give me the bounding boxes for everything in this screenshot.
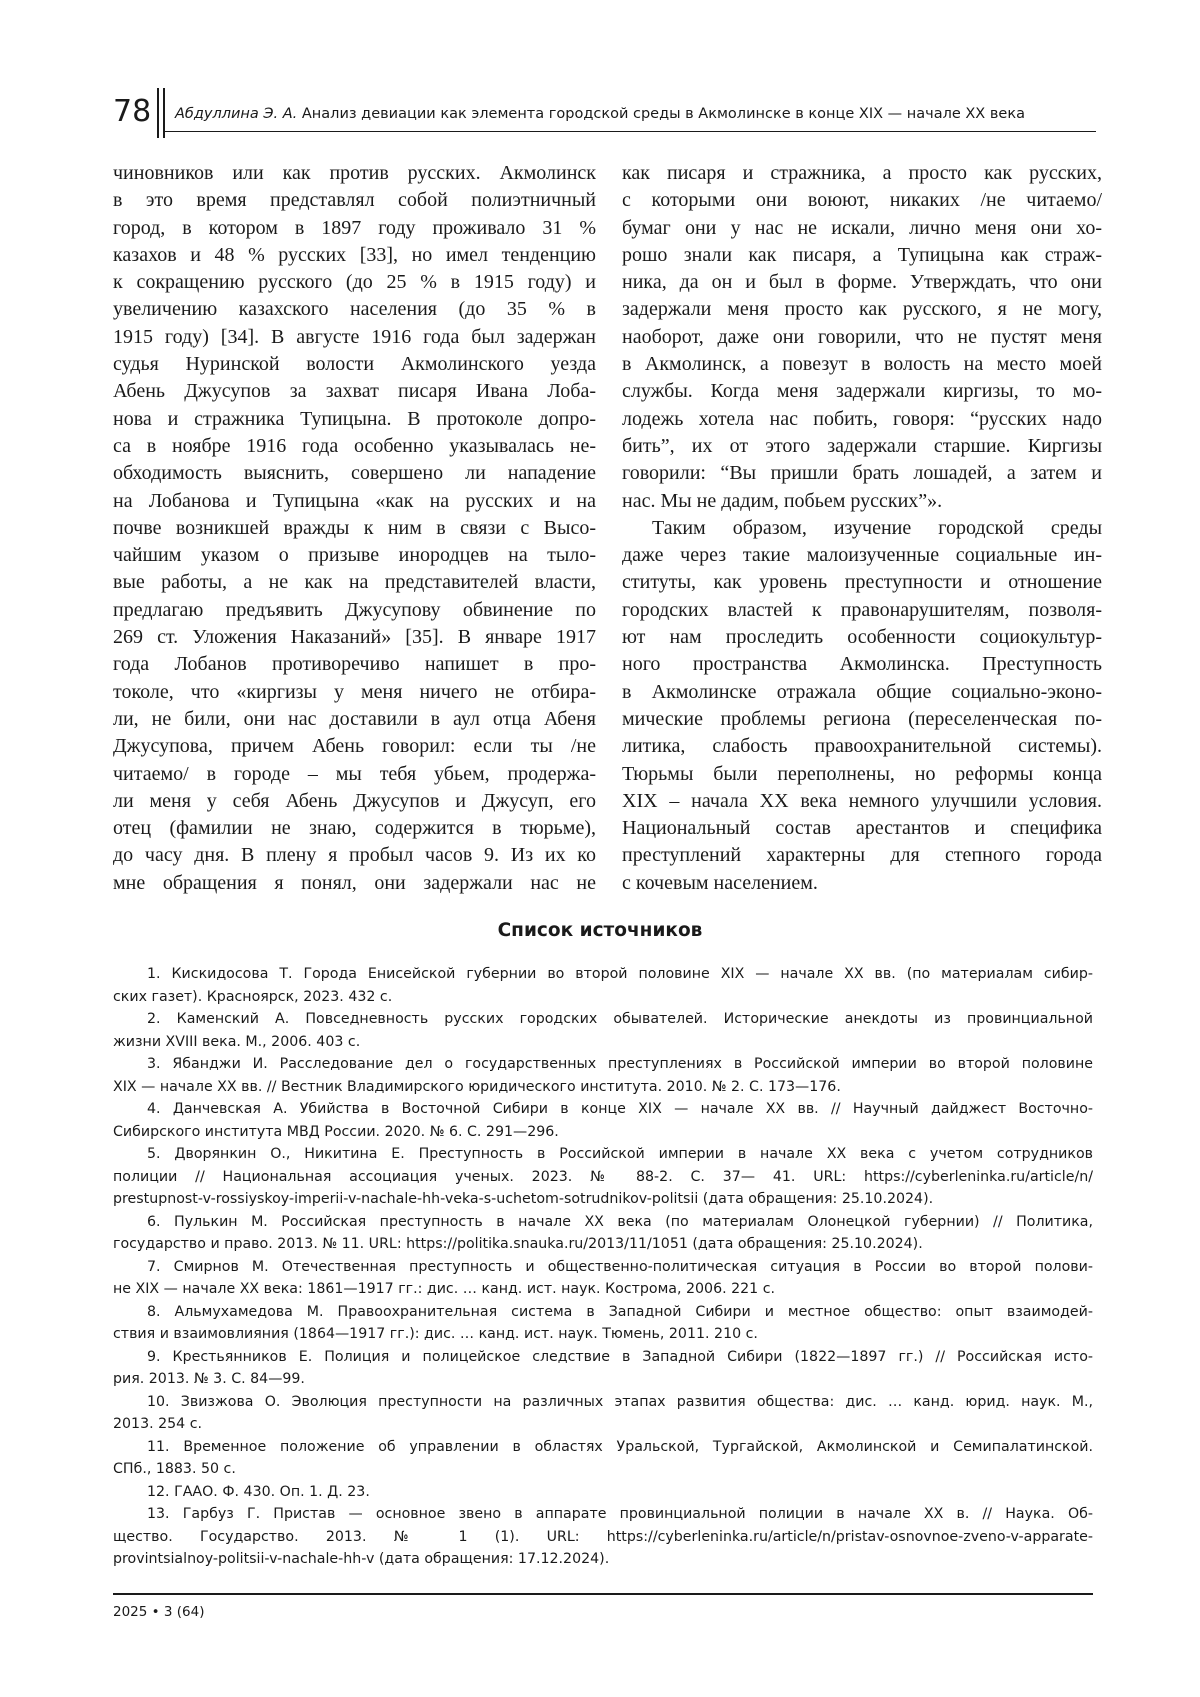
text-line: к сокращению русского (до 25 % в 1915 году) и: [113, 271, 596, 294]
left-column: [113, 160, 596, 897]
right-column: [622, 160, 1102, 897]
footer-rule: [113, 1593, 1093, 1595]
text-line: городских властей к правонарушителям, позволя-: [622, 598, 1102, 621]
reference-line: 2. Каменский А. Повседневность русских городских обывателей. Исторические анекдоты из провинциальной: [147, 1011, 1093, 1027]
text-line: 1915 году) [34]. В августе 1916 года был задержан: [113, 325, 596, 348]
reference-line: жизни XVIII века. М., 2006. 403 с.: [113, 1033, 361, 1050]
references-title: Список источников: [497, 920, 703, 941]
text-line: Тюрьмы были переполнены, но реформы конца: [622, 762, 1102, 785]
header-divider: [157, 88, 159, 138]
text-line: говорили: “Вы пришли брать лошадей, а затем и: [622, 462, 1102, 485]
reference-item: [113, 1391, 1093, 1436]
text-line: са в ноябре 1916 года особенно указывалась не-: [113, 434, 596, 457]
text-line: отец (фамилии не знаю, содержится в тюрьме),: [113, 817, 596, 840]
text-line: ют нам проследить особенности социокультур-: [622, 626, 1102, 649]
text-line: город, в котором в 1897 году проживало 31 %: [113, 216, 596, 239]
text-line: токоле, что «киргизы у меня ничего не отбира-: [113, 680, 596, 703]
reference-line: государство и право. 2013. № 11. URL: https://politika.snauka.ru/2013/11/1051 (дата обращения: 25.10.2024).: [113, 1236, 923, 1252]
running-header: [113, 88, 1093, 138]
text-line: преступлений характерны для степного города: [622, 844, 1102, 867]
header-rule: [163, 131, 1096, 132]
text-line: литика, слабость правоохранительной системы).: [622, 735, 1102, 758]
text-line: наоборот, даже они говорили, что не пустят меня: [622, 325, 1102, 348]
text-line: бумаг они у нас не искали, лично меня они хо-: [622, 216, 1102, 239]
reference-line: 13. Гарбуз Г. Пристав — основное звено в аппарате провинциальной полиции в начале XX в. // Наука. Об-: [147, 1506, 1093, 1522]
reference-item: [113, 1211, 1093, 1256]
reference-item: [113, 1436, 1093, 1481]
reference-line: ствия и взаимовлияния (1864—1917 гг.): дис. … канд. ист. наук. Тюмень, 2011. 210 с.: [113, 1326, 758, 1342]
text-line: с которыми они воюют, никаких /не читаемо/: [622, 189, 1102, 212]
text-line: обходимость выяснить, совершено ли нападение: [113, 462, 596, 485]
text-line: Абень Джусупов за захват писаря Ивана Лоба-: [113, 380, 596, 403]
text-line: ли, не били, они нас доставили в аул отца Абеня: [113, 707, 596, 730]
reference-line: XIX — начале XX вв. // Вестник Владимирского юридического института. 2010. № 2. С. 173—176.: [113, 1078, 841, 1095]
reference-line: СПб., 1883. 50 с.: [113, 1461, 236, 1477]
reference-line: 6. Пулькин М. Российская преступность в начале XX века (по материалам Олонецкой губернии) // Политика,: [147, 1213, 1093, 1230]
text-line: 269 ст. Уложения Наказаний» [35]. В январе 1917: [113, 626, 596, 649]
text-line: чиновников или как против русских. Акмолинск: [113, 162, 596, 184]
reference-line: не XIX — начале XX века: 1861—1917 гг.: дис. … канд. ист. наук. Кострома, 2006. 221 с.: [113, 1281, 776, 1297]
reference-item: [113, 1143, 1093, 1211]
reference-line: 2013. 254 с.: [113, 1416, 203, 1432]
reference-line: 5. Дворянкин О., Никитина Е. Преступность в Российской империи в начале XX века с учетом сотрудников: [147, 1146, 1093, 1162]
text-line: ституты, как уровень преступности и отношение: [622, 571, 1102, 594]
reference-line: 7. Смирнов М. Отечественная преступность и общественно-политическая ситуация в России во второй полови-: [147, 1258, 1093, 1275]
text-line: ника, да он и был в форме. Утверждать, что они: [622, 271, 1102, 294]
header-author: Абдуллина Э. А.: [175, 106, 298, 122]
text-line: увеличению казахского населения (до 35 % в: [113, 298, 596, 321]
text-line: Джусупова, причем Абень говорил: если ты /не: [113, 735, 596, 758]
reference-line: 3. Ябанджи И. Расследование дел о государственных преступлениях в Российской империи во второй половине: [147, 1056, 1093, 1072]
reference-item: [113, 1301, 1093, 1346]
text-line: в Акмолинск, а повезут в волость на место моей: [622, 353, 1102, 376]
body-paragraph: [113, 160, 596, 897]
reference-line: prestupnost-v-rossiyskoy-imperii-v-nachale-hh-veka-s-uchetom-sotrudnikov-politsii (дата обращения: 25.10.2024).: [113, 1191, 934, 1207]
text-line: мические проблемы региона (переселенческая по-: [622, 707, 1102, 730]
text-line: бить”, их от этого задержали старшие. Киргизы: [622, 434, 1102, 457]
text-line: задержали меня просто как русского, я не могу,: [622, 298, 1102, 321]
text-line: мне обращения я понял, они задержали нас не: [113, 871, 596, 894]
text-line: Национальный состав арестантов и специфика: [622, 817, 1102, 840]
text-line: предлагаю предъявить Джусупову обвинение по: [113, 598, 596, 621]
text-line: нас. Мы не дадим, побьем русских”».: [622, 489, 943, 512]
reference-line: 9. Крестьянников Е. Полиция и полицейское следствие в Западной Сибири (1822—1897 гг.) // Российская исто-: [147, 1348, 1093, 1365]
reference-line: полиции // Национальная ассоциация ученых. 2023. № 88-2. С. 37— 41. URL: https://cyberleninka.ru/article/n/: [113, 1168, 1093, 1185]
reference-line: щество. Государство. 2013. № 1 (1). URL: https://cyberleninka.ru/article/n/pristav-osnovnoe-zveno-v-apparate-: [113, 1528, 1093, 1545]
reference-line: 1. Кискидосова Т. Города Енисейской губернии во второй половине XIX — начале XX вв. (по материалам сибир-: [147, 966, 1093, 982]
reference-line: 12. ГААО. Ф. 430. Оп. 1. Д. 23.: [147, 1483, 370, 1500]
references-list: [113, 963, 1093, 1571]
reference-item: [113, 1053, 1093, 1098]
text-line: как писаря и стражника, а просто как русских,: [622, 162, 1102, 184]
reference-line: 11. Временное положение об управлении в областях Уральской, Тургайской, Акмолинской и Семипалатинской.: [147, 1438, 1093, 1455]
reference-item: [113, 1481, 1093, 1504]
text-line: ного пространства Акмолинска. Преступность: [622, 653, 1102, 676]
text-line: ли меня у себя Абень Джусупов и Джусуп, его: [113, 789, 596, 812]
reference-line: 10. Звизжова О. Эволюция преступности на различных этапах развития общества: дис. … канд. юрид. наук. М.,: [147, 1393, 1093, 1410]
reference-item: [113, 963, 1093, 1008]
text-line: вые работы, а не как на представителей власти,: [113, 571, 596, 594]
text-line: судья Нуринской волости Акмолинского уезда: [113, 353, 596, 376]
text-line: даже через такие малоизученные социальные ин-: [622, 544, 1102, 567]
text-line: нова и стражника Тупицына. В протоколе допро-: [113, 407, 596, 430]
text-line: до часу дня. В плену я пробыл часов 9. Из их ко: [113, 844, 596, 867]
header-title: Анализ девиации как элемента городской среды в Акмолинске в конце XIX — начале XX века: [301, 106, 1025, 122]
reference-line: provintsialnoy-politsii-v-nachale-hh-v (дата обращения: 17.12.2024).: [113, 1551, 610, 1567]
reference-item: [113, 1503, 1093, 1571]
text-line: на Лобанова и Тупицына «как на русских и на: [113, 489, 596, 512]
text-line: лодежь хотела нас побить, говоря: “русских надо: [622, 407, 1102, 430]
text-line: года Лобанов противоречиво напишет в про-: [113, 653, 596, 676]
text-line: казахов и 48 % русских [33], но имел тенденцию: [113, 243, 596, 266]
reference-line: рия. 2013. № 3. С. 84—99.: [113, 1371, 305, 1387]
text-line: с кочевым населением.: [622, 871, 818, 894]
reference-line: 8. Альмухамедова М. Правоохранительная система в Западной Сибири и местное общество: опыт взаимодей-: [147, 1303, 1093, 1320]
text-line: в Акмолинске отражала общие социально-эконо-: [622, 680, 1102, 703]
body-paragraph: [622, 160, 1102, 515]
conclusion-paragraph: [622, 515, 1102, 897]
reference-item: [113, 1008, 1093, 1053]
text-line: XIX – начала XX века немного улучшили условия.: [622, 789, 1102, 812]
text-line: рошо знали как писаря, а Тупицына как страж-: [622, 243, 1102, 266]
reference-item: [113, 1346, 1093, 1391]
reference-item: [113, 1098, 1093, 1143]
text-line: службы. Когда меня задержали киргизы, то мо-: [622, 380, 1102, 403]
header-title-line: [175, 106, 1025, 122]
issue-info: 2025 • 3 (64): [113, 1604, 205, 1620]
reference-line: ских газет). Красноярск, 2023. 432 с.: [113, 988, 393, 1005]
text-line: читаемо/ в городе – мы тебя убьем, продержа-: [113, 762, 596, 785]
reference-line: 4. Данчевская А. Убийства в Восточной Сибири в конце XIX — начале XX вв. // Научный дайджест Восточно-: [147, 1101, 1093, 1117]
text-line: почве возникшей вражды к ним в связи с Высо-: [113, 516, 596, 539]
text-line: чайшим указом о призыве инородцев на тыло-: [113, 544, 596, 567]
text-line: Таким образом, изучение городской среды: [652, 516, 1102, 539]
reference-item: [113, 1256, 1093, 1301]
page-number: 78: [113, 94, 152, 129]
reference-line: Сибирского института МВД России. 2020. № 6. С. 291—296.: [113, 1123, 559, 1140]
text-line: в это время представлял собой полиэтничный: [113, 189, 596, 212]
